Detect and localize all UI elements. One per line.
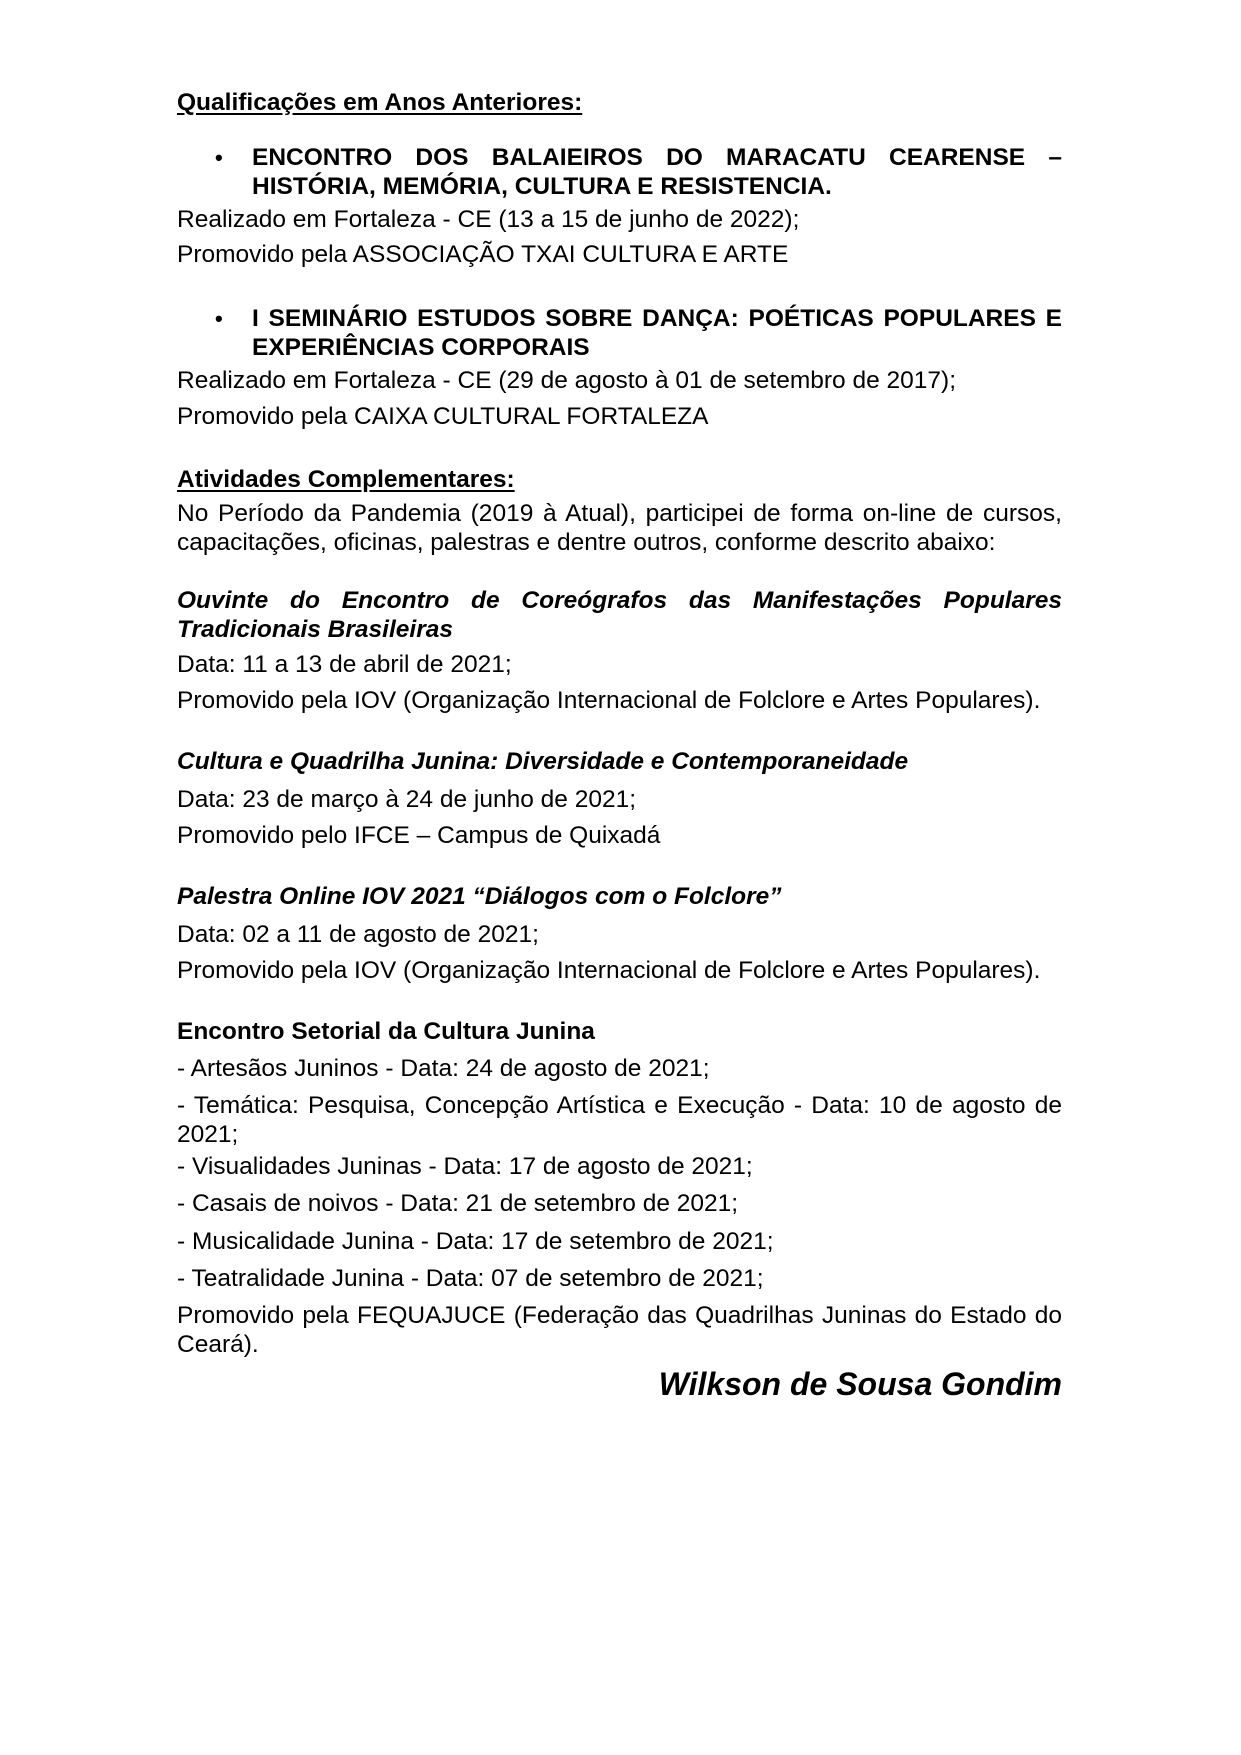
intro-paragraph: No Período da Pandemia (2019 à Atual), participei de forma on-line de cursos, capacitações, oficinas, palestras e dentre outros, conforme descrito abaixo: bbox=[177, 500, 1062, 556]
activity-date: Data: 11 a 13 de abril de 2021; bbox=[177, 651, 512, 678]
activity-date: Data: 23 de março à 24 de junho de 2021; bbox=[177, 786, 637, 813]
event-promoter: Promovido pela ASSOCIAÇÃO TXAI CULTURA E ARTE bbox=[177, 241, 789, 268]
activity-date: Data: 02 a 11 de agosto de 2021; bbox=[177, 921, 539, 948]
event-location: Realizado em Fortaleza - CE (13 a 15 de junho de 2022); bbox=[177, 206, 800, 233]
heading-previous-qualifications: Qualificações em Anos Anteriores: bbox=[177, 89, 583, 116]
activity-title: Ouvinte do Encontro de Coreógrafos das Manifestações Populares Tradicionais Brasileiras bbox=[177, 587, 1062, 643]
list-item: - Casais de noivos - Data: 21 de setembro de 2021; bbox=[177, 1190, 739, 1217]
list-item: - Visualidades Juninas - Data: 17 de agosto de 2021; bbox=[177, 1153, 753, 1180]
event-location: Realizado em Fortaleza - CE (29 de agosto à 01 de setembro de 2017); bbox=[177, 367, 956, 394]
list-item: - Teatralidade Junina - Data: 07 de setembro de 2021; bbox=[177, 1265, 764, 1292]
list-item: - Artesãos Juninos - Data: 24 de agosto de 2021; bbox=[177, 1055, 710, 1082]
heading-complementary-activities: Atividades Complementares: bbox=[177, 466, 515, 493]
event-title: ENCONTRO DOS BALAIEIROS DO MARACATU CEARENSE – HISTÓRIA, MEMÓRIA, CULTURA E RESISTENCIA. bbox=[252, 144, 1062, 200]
bullet-icon: • bbox=[215, 306, 223, 331]
bullet-icon: • bbox=[215, 145, 223, 170]
activity-title: Cultura e Quadrilha Junina: Diversidade e Contemporaneidade bbox=[177, 748, 909, 775]
activity-promoter: Promovido pelo IFCE – Campus de Quixadá bbox=[177, 822, 661, 849]
signature: Wilkson de Sousa Gondim bbox=[658, 1366, 1062, 1402]
activity-title: Palestra Online IOV 2021 “Diálogos com o Folclore” bbox=[177, 883, 782, 910]
activity-promoter: Promovido pela FEQUAJUCE (Federação das Quadrilhas Juninas do Estado do Ceará). bbox=[177, 1302, 1062, 1358]
list-item: - Musicalidade Junina - Data: 17 de setembro de 2021; bbox=[177, 1228, 774, 1255]
event-promoter: Promovido pela CAIXA CULTURAL FORTALEZA bbox=[177, 403, 709, 430]
list-item: - Temática: Pesquisa, Concepção Artística e Execução - Data: 10 de agosto de 2021; bbox=[177, 1092, 1062, 1148]
activity-promoter: Promovido pela IOV (Organização Internacional de Folclore e Artes Populares). bbox=[177, 957, 1041, 984]
activity-promoter: Promovido pela IOV (Organização Internacional de Folclore e Artes Populares). bbox=[177, 687, 1041, 714]
activity-title: Encontro Setorial da Cultura Junina bbox=[177, 1018, 595, 1045]
event-title: I SEMINÁRIO ESTUDOS SOBRE DANÇA: POÉTICAS POPULARES E EXPERIÊNCIAS CORPORAIS bbox=[252, 305, 1062, 361]
